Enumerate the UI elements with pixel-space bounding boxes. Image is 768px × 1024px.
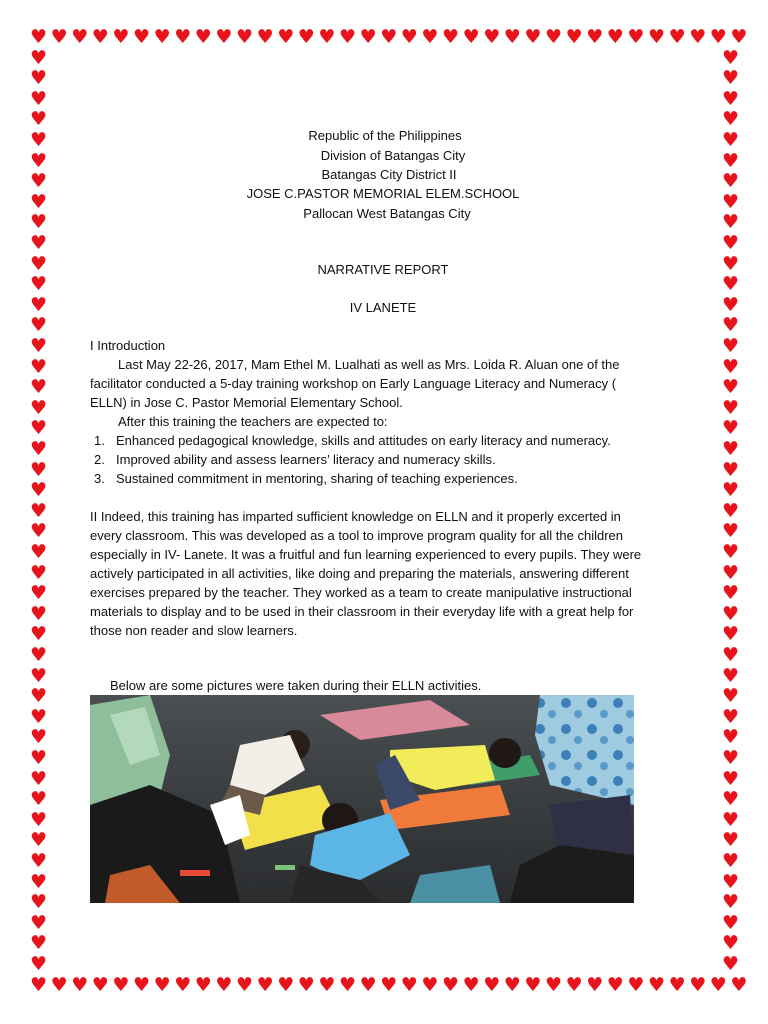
heart-icon: ♥ [30,974,48,996]
heart-icon: ♥ [648,26,666,48]
heart-icon: ♥ [30,891,48,914]
heart-icon: ♥ [91,974,109,996]
intro-heading: I Introduction [90,338,166,353]
heart-icon: ♥ [722,252,740,275]
heart-icon: ♥ [318,974,336,996]
heart-icon: ♥ [236,974,254,996]
heart-icon: ♥ [421,26,439,48]
heart-icon: ♥ [133,974,151,996]
heart-icon: ♥ [722,911,740,934]
heart-icon: ♥ [30,438,48,460]
section2-line: those non reader and slow learners. [90,623,298,638]
heart-icon: ♥ [722,355,740,378]
heart-icon: ♥ [30,458,48,481]
heart-icon: ♥ [722,829,740,852]
heart-icon: ♥ [722,67,740,90]
list-number: 2. [94,452,105,467]
heart-icon: ♥ [297,974,315,996]
heart-icon: ♥ [565,26,583,48]
heart-icon: ♥ [30,87,48,110]
heart-icon: ♥ [30,355,48,378]
heart-icon: ♥ [30,870,48,893]
heart-icon: ♥ [722,767,740,790]
heart-icon: ♥ [689,974,707,996]
heart-icon: ♥ [30,726,48,749]
heart-icon: ♥ [722,644,740,666]
heart-icon: ♥ [380,26,398,48]
heart-icon: ♥ [722,726,740,749]
heart-icon: ♥ [722,129,740,151]
heart-icon: ♥ [462,26,480,48]
list-text: Improved ability and assess learners’ literacy and numeracy skills. [116,452,496,467]
list-number: 3. [94,471,105,486]
heart-icon: ♥ [30,747,48,769]
heart-icon: ♥ [30,170,48,193]
heart-icon: ♥ [565,974,583,996]
list-number: 1. [94,433,105,448]
heart-icon: ♥ [586,26,604,48]
report-title: NARRATIVE REPORT [317,262,449,277]
heart-icon: ♥ [421,974,439,996]
heart-icon: ♥ [194,26,212,48]
heart-icon: ♥ [30,953,48,975]
heart-icon: ♥ [722,582,740,605]
heart-icon: ♥ [722,108,740,131]
heart-icon: ♥ [30,26,48,48]
heart-icon: ♥ [30,541,48,563]
heart-icon: ♥ [30,67,48,90]
heart-icon: ♥ [30,932,48,955]
heart-icon: ♥ [380,974,398,996]
heart-icon: ♥ [91,26,109,48]
heart-icon: ♥ [648,974,666,996]
heart-icon: ♥ [30,396,48,419]
section2-line: actively participated in all activities, like doing and preparing the materials, answering different [90,566,629,581]
heart-icon: ♥ [112,26,130,48]
section2-line: II Indeed, this training has imparted sufficient knowledge on ELLN and it properly excerted in [90,509,621,524]
heart-icon: ♥ [30,149,48,172]
heart-icon: ♥ [627,974,645,996]
heart-icon: ♥ [730,26,748,48]
heart-icon: ♥ [722,232,740,254]
heart-icon: ♥ [112,974,130,996]
heart-icon: ♥ [30,911,48,934]
heart-icon: ♥ [30,129,48,151]
heart-icon: ♥ [30,664,48,687]
heart-icon: ♥ [215,974,233,996]
heart-icon: ♥ [174,974,192,996]
heart-icon: ♥ [153,974,171,996]
intro-line: ELLN) in Jose C. Pastor Memorial Elementary School. [90,395,403,410]
header-republic: Republic of the Philippines [308,128,462,143]
heart-icon: ♥ [503,26,521,48]
heart-icon: ♥ [30,705,48,728]
heart-icon: ♥ [722,438,740,460]
heart-icon: ♥ [174,26,192,48]
heart-icon: ♥ [586,974,604,996]
section2-line: materials to display and to be used in their classroom in their everyday life with a great help for [90,604,634,619]
heart-icon: ♥ [627,26,645,48]
heart-icon: ♥ [722,891,740,914]
heart-icon: ♥ [722,87,740,110]
heart-icon: ♥ [30,46,48,69]
heart-icon: ♥ [722,499,740,522]
heart-icon: ♥ [722,685,740,708]
heart-icon: ♥ [722,396,740,419]
list-item [94,433,611,448]
heart-icon: ♥ [722,149,740,172]
heart-icon: ♥ [71,26,89,48]
heart-icon: ♥ [524,26,542,48]
heart-icon: ♥ [30,561,48,584]
heart-icon: ♥ [483,26,501,48]
heart-icon: ♥ [722,932,740,955]
heart-icon: ♥ [722,417,740,440]
heart-icon: ♥ [722,46,740,69]
header-division: Division of Batangas City [320,148,466,163]
heart-icon: ♥ [30,602,48,625]
heart-icon: ♥ [400,974,418,996]
list-text: Sustained commitment in mentoring, sharing of teaching experiences. [116,471,518,486]
heart-icon: ♥ [545,26,563,48]
heart-icon: ♥ [722,705,740,728]
list-item [94,471,518,486]
heart-icon: ♥ [30,499,48,522]
heart-icon: ♥ [722,314,740,337]
activity-photo [90,695,634,903]
section2-line: especially in IV- Lanete. It was a fruitful and fun learning experienced to every pupils. They were [90,547,642,562]
heart-icon: ♥ [722,561,740,584]
heart-icon: ♥ [30,314,48,337]
heart-icon: ♥ [730,974,748,996]
heart-icon: ♥ [442,26,460,48]
heart-icon: ♥ [153,26,171,48]
heart-icon: ♥ [215,26,233,48]
heart-icon: ♥ [722,747,740,769]
heart-icon: ♥ [50,974,68,996]
heart-icon: ♥ [256,26,274,48]
heart-icon: ♥ [30,479,48,502]
heart-icon: ♥ [689,26,707,48]
heart-icon: ♥ [545,974,563,996]
heart-icon: ♥ [256,974,274,996]
heart-icon: ♥ [722,479,740,502]
heart-icon: ♥ [606,26,624,48]
heart-icon: ♥ [30,788,48,811]
heart-icon: ♥ [483,974,501,996]
photo-caption: Below are some pictures were taken during their ELLN activities. [110,678,482,693]
heart-icon: ♥ [30,520,48,543]
heart-icon: ♥ [668,26,686,48]
list-item [94,452,496,467]
list-text: Enhanced pedagogical knowledge, skills and attitudes on early literacy and numeracy. [116,433,611,448]
heart-icon: ♥ [30,623,48,646]
heart-icon: ♥ [277,974,295,996]
heart-icon: ♥ [30,108,48,131]
heart-icon: ♥ [722,850,740,872]
heart-icon: ♥ [236,26,254,48]
heart-icon: ♥ [722,335,740,357]
heart-icon: ♥ [722,458,740,481]
heart-icon: ♥ [30,335,48,357]
header-address: Pallocan West Batangas City [303,206,471,221]
heart-icon: ♥ [722,870,740,893]
heart-icon: ♥ [30,850,48,872]
heart-icon: ♥ [359,26,377,48]
heart-icon: ♥ [30,232,48,254]
heart-icon: ♥ [668,974,686,996]
intro-line: Last May 22-26, 2017, Mam Ethel M. Lualhati as well as Mrs. Loida R. Aluan one of the [118,357,620,372]
heart-icon: ♥ [722,602,740,625]
heart-icon: ♥ [277,26,295,48]
heart-icon: ♥ [30,211,48,234]
heart-icon: ♥ [462,974,480,996]
heart-icon: ♥ [30,376,48,399]
heart-icon: ♥ [722,664,740,687]
heart-icon: ♥ [722,190,740,213]
heart-icon: ♥ [722,808,740,831]
heart-icon: ♥ [30,273,48,296]
heart-icon: ♥ [30,582,48,605]
heart-icon: ♥ [606,974,624,996]
heart-icon: ♥ [50,26,68,48]
heart-icon: ♥ [30,190,48,213]
heart-icon: ♥ [722,170,740,193]
heart-icon: ♥ [442,974,460,996]
heart-icon: ♥ [722,520,740,543]
header-school: JOSE C.PASTOR MEMORIAL ELEM.SCHOOL [246,186,520,201]
heart-icon: ♥ [400,26,418,48]
section2-line: exercises prepared by the teacher. They worked as a team to create manipulative instructional [90,585,632,600]
heart-icon: ♥ [722,211,740,234]
heart-icon: ♥ [722,273,740,296]
heart-icon: ♥ [71,974,89,996]
heart-icon: ♥ [722,953,740,975]
heart-icon: ♥ [722,376,740,399]
heart-icon: ♥ [30,293,48,316]
heart-icon: ♥ [30,808,48,831]
section2-line: every classroom. This was developed as a tool to improve program quality for all the children [90,528,624,543]
intro-line: facilitator conducted a 5-day training workshop on Early Language Literacy and Numeracy ( [90,376,617,391]
heart-icon: ♥ [359,974,377,996]
section-title: IV LANETE [349,300,417,315]
heart-icon: ♥ [30,685,48,708]
heart-icon: ♥ [722,541,740,563]
heart-icon: ♥ [524,974,542,996]
heart-icon: ♥ [722,293,740,316]
heart-icon: ♥ [503,974,521,996]
heart-icon: ♥ [709,974,727,996]
heart-icon: ♥ [722,623,740,646]
heart-icon: ♥ [30,417,48,440]
heart-icon: ♥ [30,829,48,852]
heart-icon: ♥ [194,974,212,996]
heart-icon: ♥ [339,974,357,996]
heart-icon: ♥ [339,26,357,48]
heart-icon: ♥ [133,26,151,48]
intro-line: After this training the teachers are expected to: [118,414,388,429]
header-district: Batangas City District II [321,167,457,182]
heart-icon: ♥ [297,26,315,48]
heart-icon: ♥ [30,767,48,790]
heart-icon: ♥ [30,644,48,666]
heart-icon: ♥ [709,26,727,48]
heart-icon: ♥ [318,26,336,48]
heart-icon: ♥ [722,788,740,811]
heart-icon: ♥ [30,252,48,275]
